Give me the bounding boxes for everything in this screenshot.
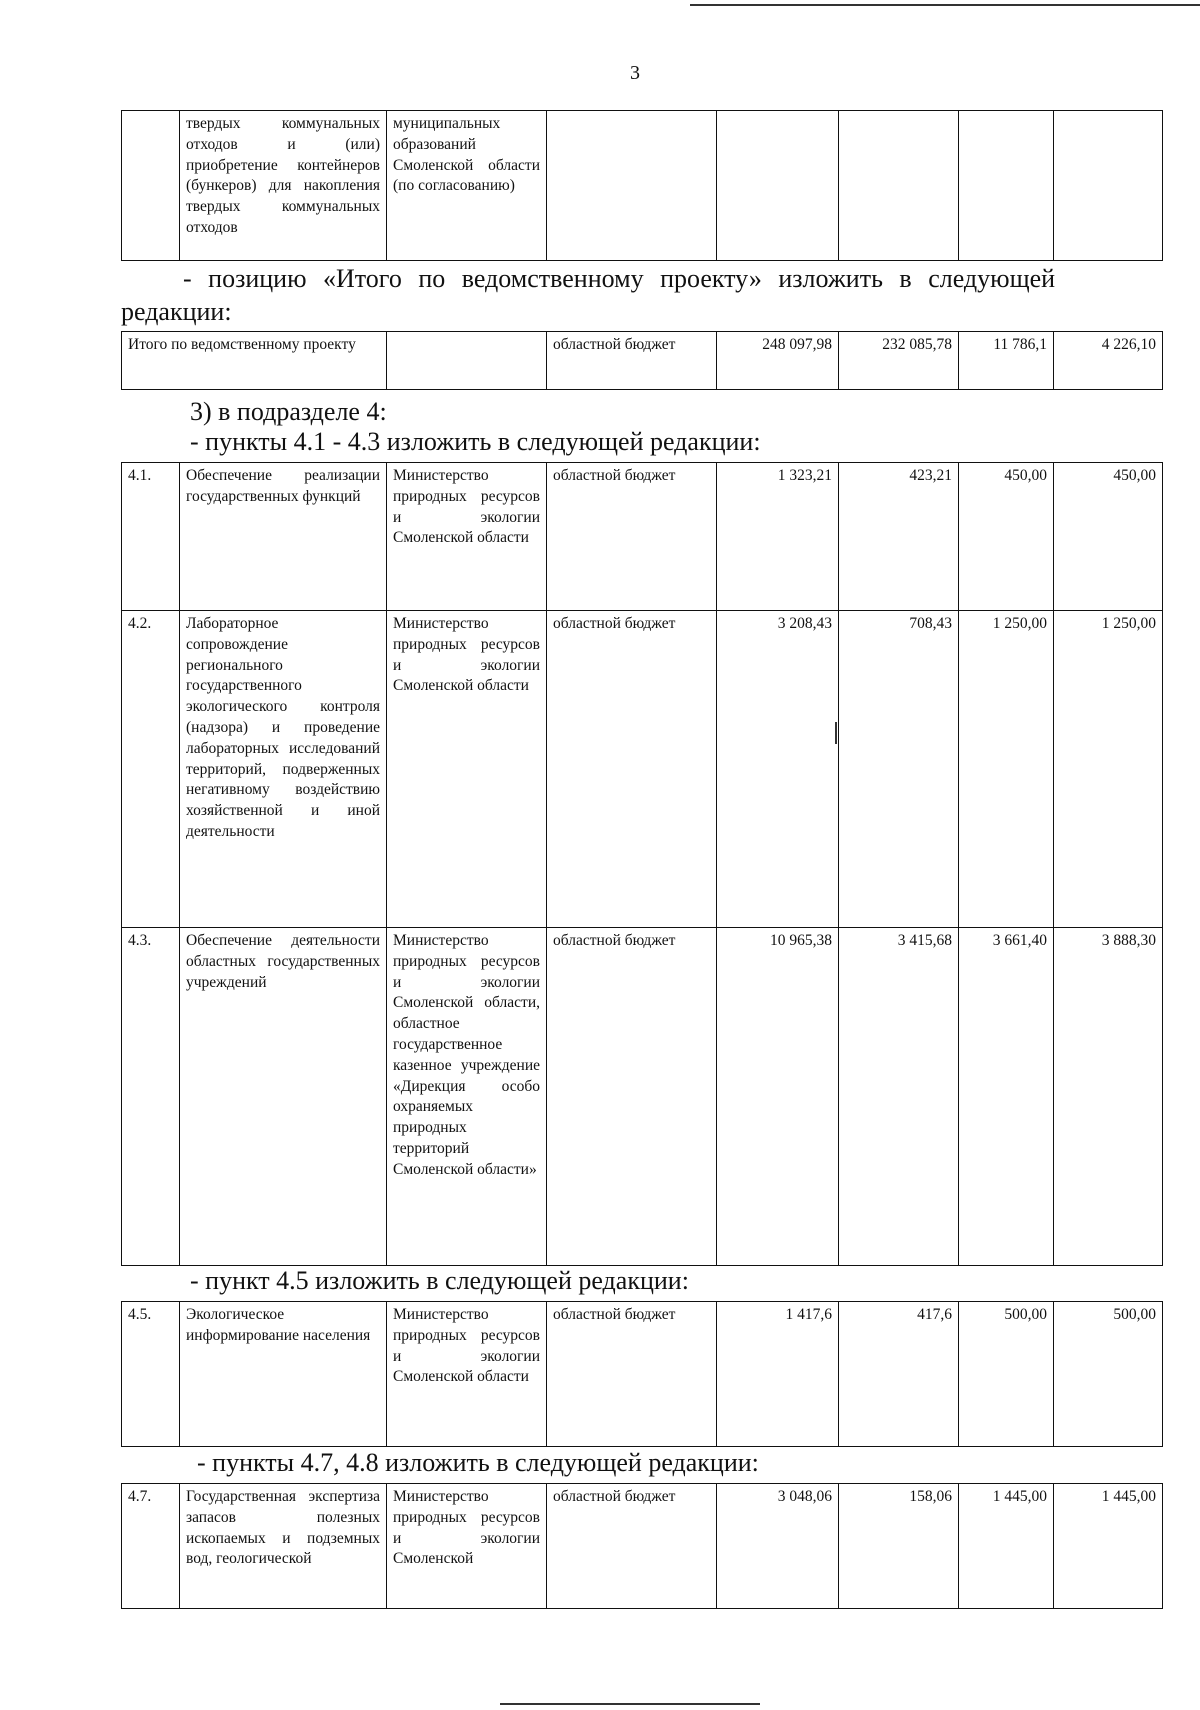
cell-source: областной бюджет bbox=[547, 928, 717, 1266]
cell-year-2: 3 661,40 bbox=[959, 928, 1054, 1266]
cell-year-2: 1 250,00 bbox=[959, 611, 1054, 928]
heading-itogo-line1: - позицию «Итого по ведомственному проекту» изложить в следующей bbox=[183, 264, 1056, 293]
cell-executor: Министерство природных ресурсов и экологии Смоленской области, областное государственное казенное учреждение «Дирекция особо охраняемых природных территорий Смоленской области» bbox=[387, 928, 547, 1266]
cell-source bbox=[547, 111, 717, 261]
cell-number: 4.3. bbox=[122, 928, 180, 1266]
cell-number: 4.5. bbox=[122, 1302, 180, 1447]
cell-executor bbox=[387, 332, 547, 390]
cell-year-3 bbox=[1054, 111, 1163, 261]
cell-year-1: 417,6 bbox=[839, 1302, 959, 1447]
scan-artifact-top-rule bbox=[690, 4, 1200, 6]
table-row bbox=[122, 1302, 1163, 1447]
cell-source: областной бюджет bbox=[547, 463, 717, 611]
cell-year-3: 3 888,30 bbox=[1054, 928, 1163, 1266]
cell-name: Обеспечение деятельности областных государственных учреждений bbox=[180, 928, 387, 1266]
cell-total bbox=[717, 111, 839, 261]
cell-year-1: 423,21 bbox=[839, 463, 959, 611]
cell-year-1: 158,06 bbox=[839, 1484, 959, 1609]
heading-itogo-line2: редакции: bbox=[121, 297, 232, 326]
cell-name: Обеспечение реализации государственных функций bbox=[180, 463, 387, 611]
cell-year-2 bbox=[959, 111, 1054, 261]
table-row bbox=[122, 928, 1163, 1266]
table-row bbox=[122, 332, 1163, 390]
cell-year-3: 1 250,00 bbox=[1054, 611, 1163, 928]
heading-items-4-1-4-3: - пункты 4.1 - 4.3 изложить в следующей редакции: bbox=[190, 427, 761, 456]
cell-number bbox=[122, 111, 180, 261]
page-number: 3 bbox=[630, 62, 640, 84]
table-row bbox=[122, 1484, 1163, 1609]
table-row bbox=[122, 111, 1163, 261]
itogo-table bbox=[121, 331, 1163, 390]
cell-year-1 bbox=[839, 111, 959, 261]
cell-year-3: 500,00 bbox=[1054, 1302, 1163, 1447]
cell-name: Государственная экспертиза запасов полезных ископаемых и подземных вод, геологической bbox=[180, 1484, 387, 1609]
heading-subsection-4: 3) в подразделе 4: bbox=[190, 397, 387, 426]
cell-name: твердых коммунальных отходов и (или) приобретение контейнеров (бункеров) для накопления твердых коммунальных отходов bbox=[180, 111, 387, 261]
cell-number: 4.2. bbox=[122, 611, 180, 928]
cell-year-2: 11 786,1 bbox=[959, 332, 1054, 390]
cell-executor: Министерство природных ресурсов и экологии Смоленской области bbox=[387, 611, 547, 928]
heading-items-4-7-4-8: - пункты 4.7, 4.8 изложить в следующей редакции: bbox=[197, 1448, 759, 1477]
cell-total: 248 097,98 bbox=[717, 332, 839, 390]
cell-number: 4.7. bbox=[122, 1484, 180, 1609]
cell-year-1: 708,43 bbox=[839, 611, 959, 928]
cell-total: 3 048,06 bbox=[717, 1484, 839, 1609]
item-4-7-table bbox=[121, 1483, 1163, 1609]
cell-total: 1 323,21 bbox=[717, 463, 839, 611]
cell-executor: Министерство природных ресурсов и экологии Смоленской области bbox=[387, 463, 547, 611]
cell-year-3: 4 226,10 bbox=[1054, 332, 1163, 390]
cell-year-1: 232 085,78 bbox=[839, 332, 959, 390]
cell-name: Итого по ведомственному проекту bbox=[122, 332, 387, 390]
cell-year-3: 450,00 bbox=[1054, 463, 1163, 611]
cell-executor: Министерство природных ресурсов и экологии Смоленской области bbox=[387, 1302, 547, 1447]
cell-name: Экологическое информирование населения bbox=[180, 1302, 387, 1447]
scan-artifact-mark bbox=[835, 722, 837, 744]
cell-source: областной бюджет bbox=[547, 611, 717, 928]
cell-number: 4.1. bbox=[122, 463, 180, 611]
cell-source: областной бюджет bbox=[547, 1302, 717, 1447]
cell-total: 3 208,43 bbox=[717, 611, 839, 928]
cell-total: 10 965,38 bbox=[717, 928, 839, 1266]
cell-year-3: 1 445,00 bbox=[1054, 1484, 1163, 1609]
cell-source: областной бюджет bbox=[547, 1484, 717, 1609]
items-4-1-4-3-table bbox=[121, 462, 1163, 1266]
continuation-table bbox=[121, 110, 1163, 261]
cell-year-2: 1 445,00 bbox=[959, 1484, 1054, 1609]
table-row bbox=[122, 463, 1163, 611]
cell-executor: Министерство природных ресурсов и экологии Смоленской bbox=[387, 1484, 547, 1609]
cell-source: областной бюджет bbox=[547, 332, 717, 390]
cell-total: 1 417,6 bbox=[717, 1302, 839, 1447]
cell-year-2: 500,00 bbox=[959, 1302, 1054, 1447]
cell-year-1: 3 415,68 bbox=[839, 928, 959, 1266]
heading-item-4-5: - пункт 4.5 изложить в следующей редакции: bbox=[190, 1266, 689, 1295]
item-4-5-table bbox=[121, 1301, 1163, 1447]
cell-year-2: 450,00 bbox=[959, 463, 1054, 611]
table-row bbox=[122, 611, 1163, 928]
scan-artifact-bottom-rule bbox=[500, 1703, 760, 1705]
cell-executor: муниципальных образований Смоленской области (по согласованию) bbox=[387, 111, 547, 261]
cell-name: Лабораторное сопровождение регионального государственного экологического контроля (надзора) и проведение лабораторных исследований территорий, подверженных негативному воздействию хозяйственной и иной деятельности bbox=[180, 611, 387, 928]
